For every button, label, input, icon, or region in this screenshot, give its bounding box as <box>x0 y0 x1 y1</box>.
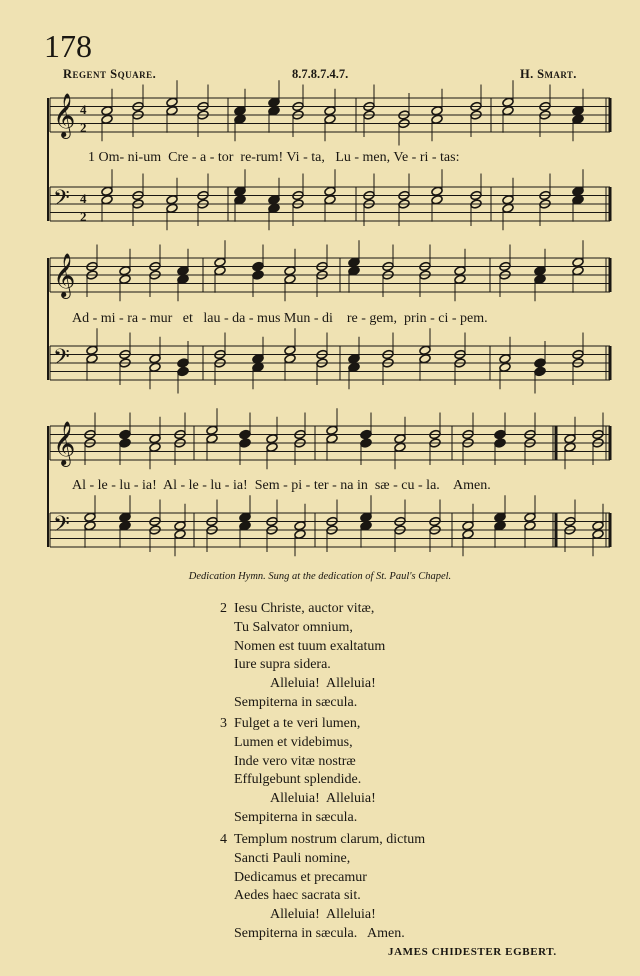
svg-text:2: 2 <box>80 120 87 135</box>
verse-alleluia: Alleluia! Alleluia! <box>270 791 376 807</box>
svg-text:𝄞: 𝄞 <box>53 253 76 297</box>
lyric-line-2: Ad - mi - ra - mur et lau - da - mus Mun - di re - gem, prin - ci - pem. <box>72 311 488 326</box>
tune-name: Regent Square. <box>63 67 157 81</box>
verse-3 <box>220 715 376 828</box>
meter: 8.7.8.7.4.7. <box>292 67 349 81</box>
hymn-number: 178 <box>44 28 92 64</box>
verse-alleluia: Alleluia! Alleluia! <box>270 676 376 692</box>
composer: H. Smart. <box>520 67 577 81</box>
verse-line: Effulgebunt splendide. <box>234 772 362 788</box>
svg-text:4: 4 <box>80 102 87 117</box>
verse-line: Dedicamus et precamur <box>234 869 367 885</box>
verse-line: Nomen est tuum exaltatum <box>234 638 386 654</box>
verse-line: Lumen et videbimus, <box>234 734 353 750</box>
verse-line: Sempiterna in sæcula. Amen. <box>234 925 405 941</box>
verse-4 <box>220 831 425 944</box>
svg-text:𝄞: 𝄞 <box>53 421 76 465</box>
lyric-line-1: 1 Om- ni-um Cre - a - tor re-rum! Vi - ta, Lu - men, Ve - ri - tas: <box>88 150 460 165</box>
verse-line: Sempiterna in sæcula. <box>234 809 358 825</box>
verse-line: Inde vero vitæ nostræ <box>234 753 356 769</box>
verse-line: Fulget a te veri lumen, <box>234 716 361 731</box>
svg-text:2: 2 <box>80 209 87 224</box>
svg-text:𝄢: 𝄢 <box>53 345 70 375</box>
caption: Dedication Hymn. Sung at the dedication of St. Paul's Chapel. <box>188 571 452 582</box>
verse-alleluia: Alleluia! Alleluia! <box>270 907 376 923</box>
svg-text:𝄞: 𝄞 <box>53 93 76 137</box>
verse-2 <box>220 600 385 713</box>
verse-number: 3 <box>220 716 227 731</box>
verse-line: Iesu Christe, auctor vitæ, <box>234 601 375 616</box>
verse-line: Iure supra sidera. <box>234 657 331 673</box>
svg-text:4: 4 <box>80 191 87 206</box>
author: JAMES CHIDESTER EGBERT. <box>388 946 557 958</box>
verse-line: Templum nostrum clarum, dictum <box>234 832 426 847</box>
verse-number: 2 <box>220 601 227 616</box>
lyric-line-3: Al - le - lu - ia! Al - le - lu - ia! Sem - pi - ter - na in sæ - cu - la. Amen. <box>72 478 491 493</box>
svg-text:𝄢: 𝄢 <box>53 512 70 542</box>
verse-number: 4 <box>220 832 227 847</box>
verse-line: Aedes haec sacrata sit. <box>234 888 361 904</box>
verse-line: Sancti Pauli nomine, <box>234 850 351 866</box>
verse-line: Tu Salvator omnium, <box>234 619 353 635</box>
verse-line: Sempiterna in sæcula. <box>234 694 358 710</box>
svg-text:𝄢: 𝄢 <box>53 186 70 216</box>
